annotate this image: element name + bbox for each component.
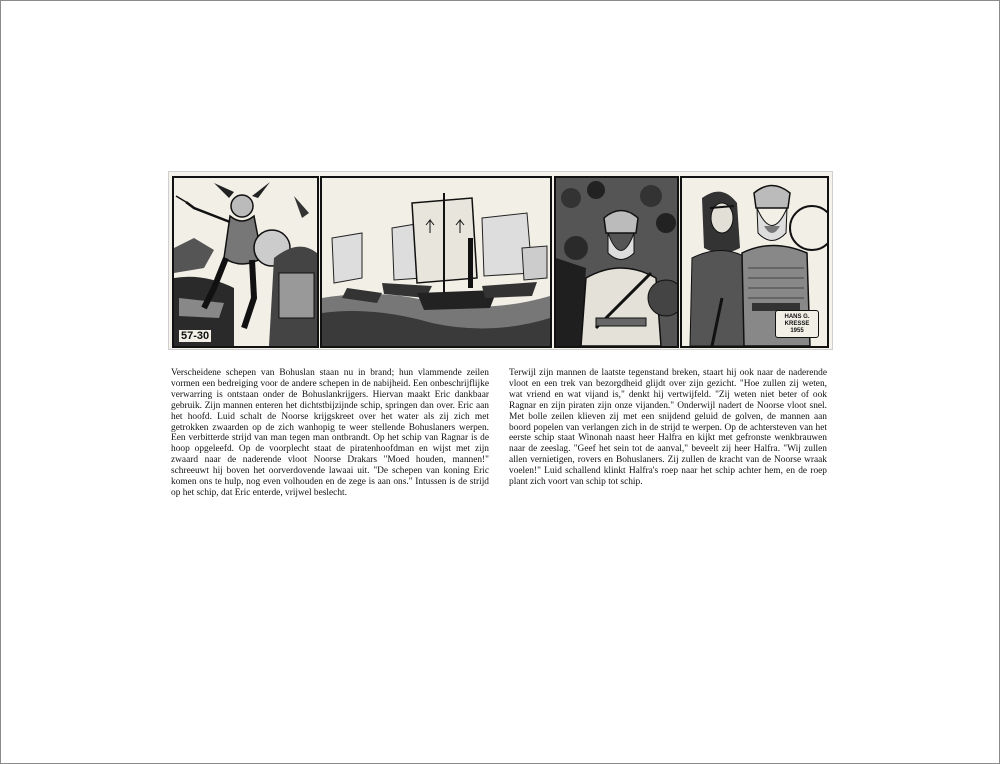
norse-fleet-illustration	[322, 178, 550, 346]
signature-line-3: 1955	[790, 328, 804, 334]
panel-3-eric-battle	[554, 176, 679, 348]
eric-battle-illustration	[556, 178, 677, 346]
pirate-chief-illustration	[174, 178, 317, 346]
panel-1-pirate-chief	[172, 176, 319, 348]
panel-4-winonah-halfra	[680, 176, 829, 348]
artist-signature	[775, 310, 819, 338]
signature-line-1: HANS G.	[784, 314, 810, 320]
strip-number: 57-30	[181, 330, 210, 342]
panel-2-norse-fleet	[320, 176, 552, 348]
text-column-2: Terwijl zijn mannen de laatste tegenstand breken, staart hij ook naar de naderende vloot en een trek van bezorgdheid glijdt over zijn gezicht. "Hoe zullen zij weten, wat vriend en wat vijand is," denkt hij vertwijfeld. "Zij weten niet beter of ook Ragnar en zijn piraten zijn onze vijanden." Onderwijl nadert de Noorse vloot snel. Met bolle zeilen klieven zij met een snijdend geluid de golven, de mannen aan boord popelen van verlangen zich in de strijd te werpen. Op de achtersteven van het eerste schip staat Winonah naast heer Halfra en kijkt met gefronste wenkbrauwen naar de zeeslag. "Geef het sein tot de aanval," beveelt zij heer Halfra. "Wij zullen allen vernietigen, rovers en Bohuslaners. Zij zullen de kracht van de Noorse wraak voelen!" Luid schallend klinkt Halfra's roep naar het schip achter hem, en de roep plant zich voort van schip tot schip.	[509, 368, 827, 488]
signature-line-2: KRESSE	[784, 321, 810, 327]
text-column-1: Verscheidene schepen van Bohuslan staan nu in brand; hun vlammende zeilen vormen een bedreiging voor de andere schepen in de nabijheid. Een onbeschrijflijke verwarring is ontstaan onder de Bohuslankrijgers. Hiervan maakt Eric dankbaar gebruik. Zijn mannen enteren het dichtstbijzijnde schip, springen dan over. Eric aan het hoofd. Luid schalt de Noorse krijgskreet over het water als zij zich met getrokken zwaarden op de zich wanhopig te weer stellende Bohuslaners werpen. Een verbitterde strijd van man tegen man ontbrandt. Op het schip van Ragnar is de hoop opgeleefd. Op de voorplecht staat de piratenhoofdman en wijst met zijn zwaard naar de naderende vloot Noorse Drakars "Moed houden, mannen!" schreeuwt hij boven het oorverdovende lawaai uit. "De schepen van koning Eric komen ons te hulp, nog even volhouden en de zege is aan ons." Intussen is de strijd op het schip, dat Eric enterde, vrijwel beslecht.	[171, 368, 489, 498]
comic-strip	[168, 171, 833, 350]
